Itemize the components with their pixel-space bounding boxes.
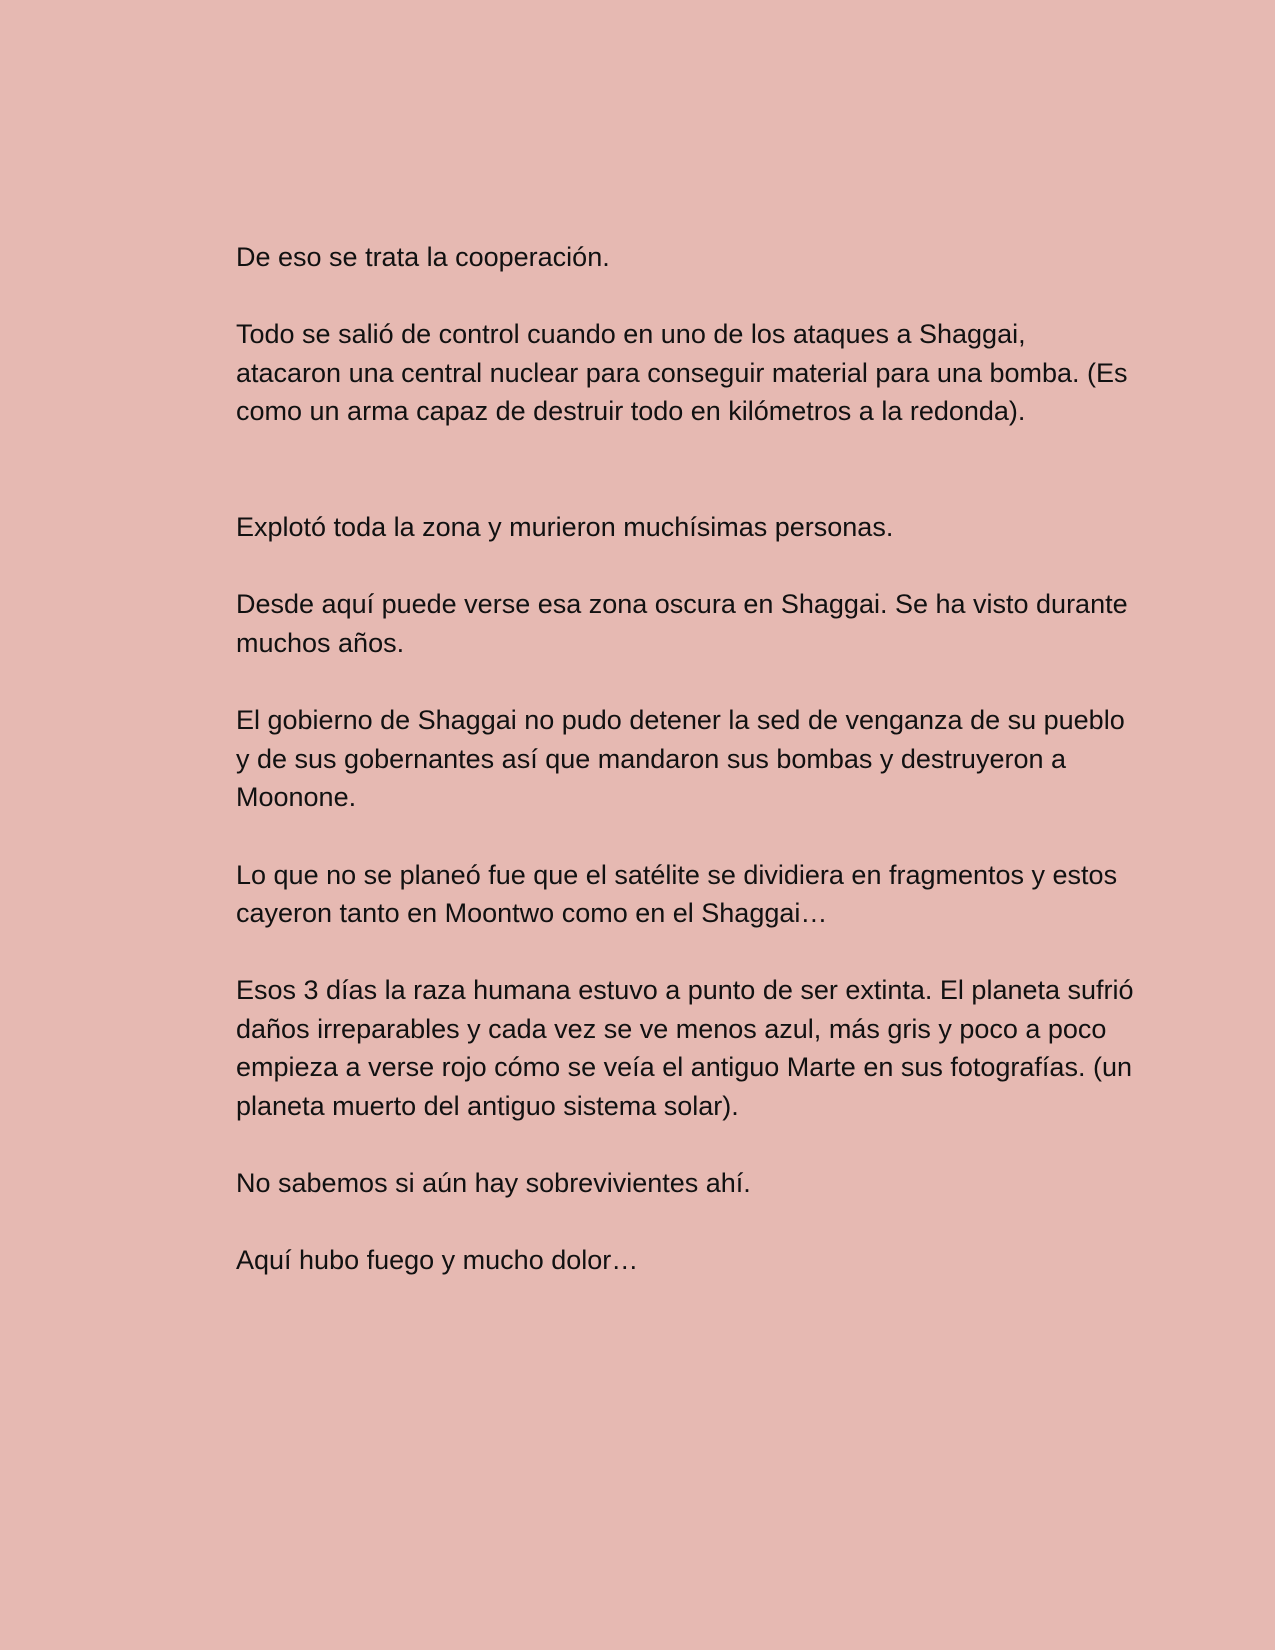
paragraph-government: El gobierno de Shaggai no pudo detener la sed de venganza de su pueblo y de sus gobernantes así que mandaron sus bombas y destruyeron a Moonone. xyxy=(236,705,1125,813)
paragraph-explosion: Explotó toda la zona y murieron muchísimas personas. xyxy=(236,512,894,543)
paragraph-satellite: Lo que no se planeó fue que el satélite se dividiera en fragmentos y estos cayeron tanto en Moontwo como en el Shaggai… xyxy=(236,859,1118,929)
paragraph-attack: Todo se salió de control cuando en uno de los ataques a Shaggai, atacaron una central nuclear para conseguir material para una bomba. (Es como un arma capaz de destruir todo en kilómetros a la redonda). xyxy=(236,319,1128,427)
document-body xyxy=(236,238,1136,1319)
paragraph-fire: Aquí hubo fuego y mucho dolor… xyxy=(236,1245,639,1276)
paragraph-survivors: No sabemos si aún hay sobrevivientes ahí. xyxy=(236,1168,751,1199)
paragraph-cooperation: De eso se trata la cooperación. xyxy=(236,242,610,272)
paragraph-three-days: Esos 3 días la raza humana estuvo a punto de ser extinta. El planeta sufrió daños irreparables y cada vez se ve menos azul, más gris y poco a poco empieza a verse rojo cómo se veía el antiguo Marte en sus fotografías. (un planeta muerto del antiguo sistema solar). xyxy=(236,975,1134,1122)
paragraph-dark-zone: Desde aquí puede verse esa zona oscura en Shaggai. Se ha visto durante muchos años. xyxy=(236,589,1128,658)
